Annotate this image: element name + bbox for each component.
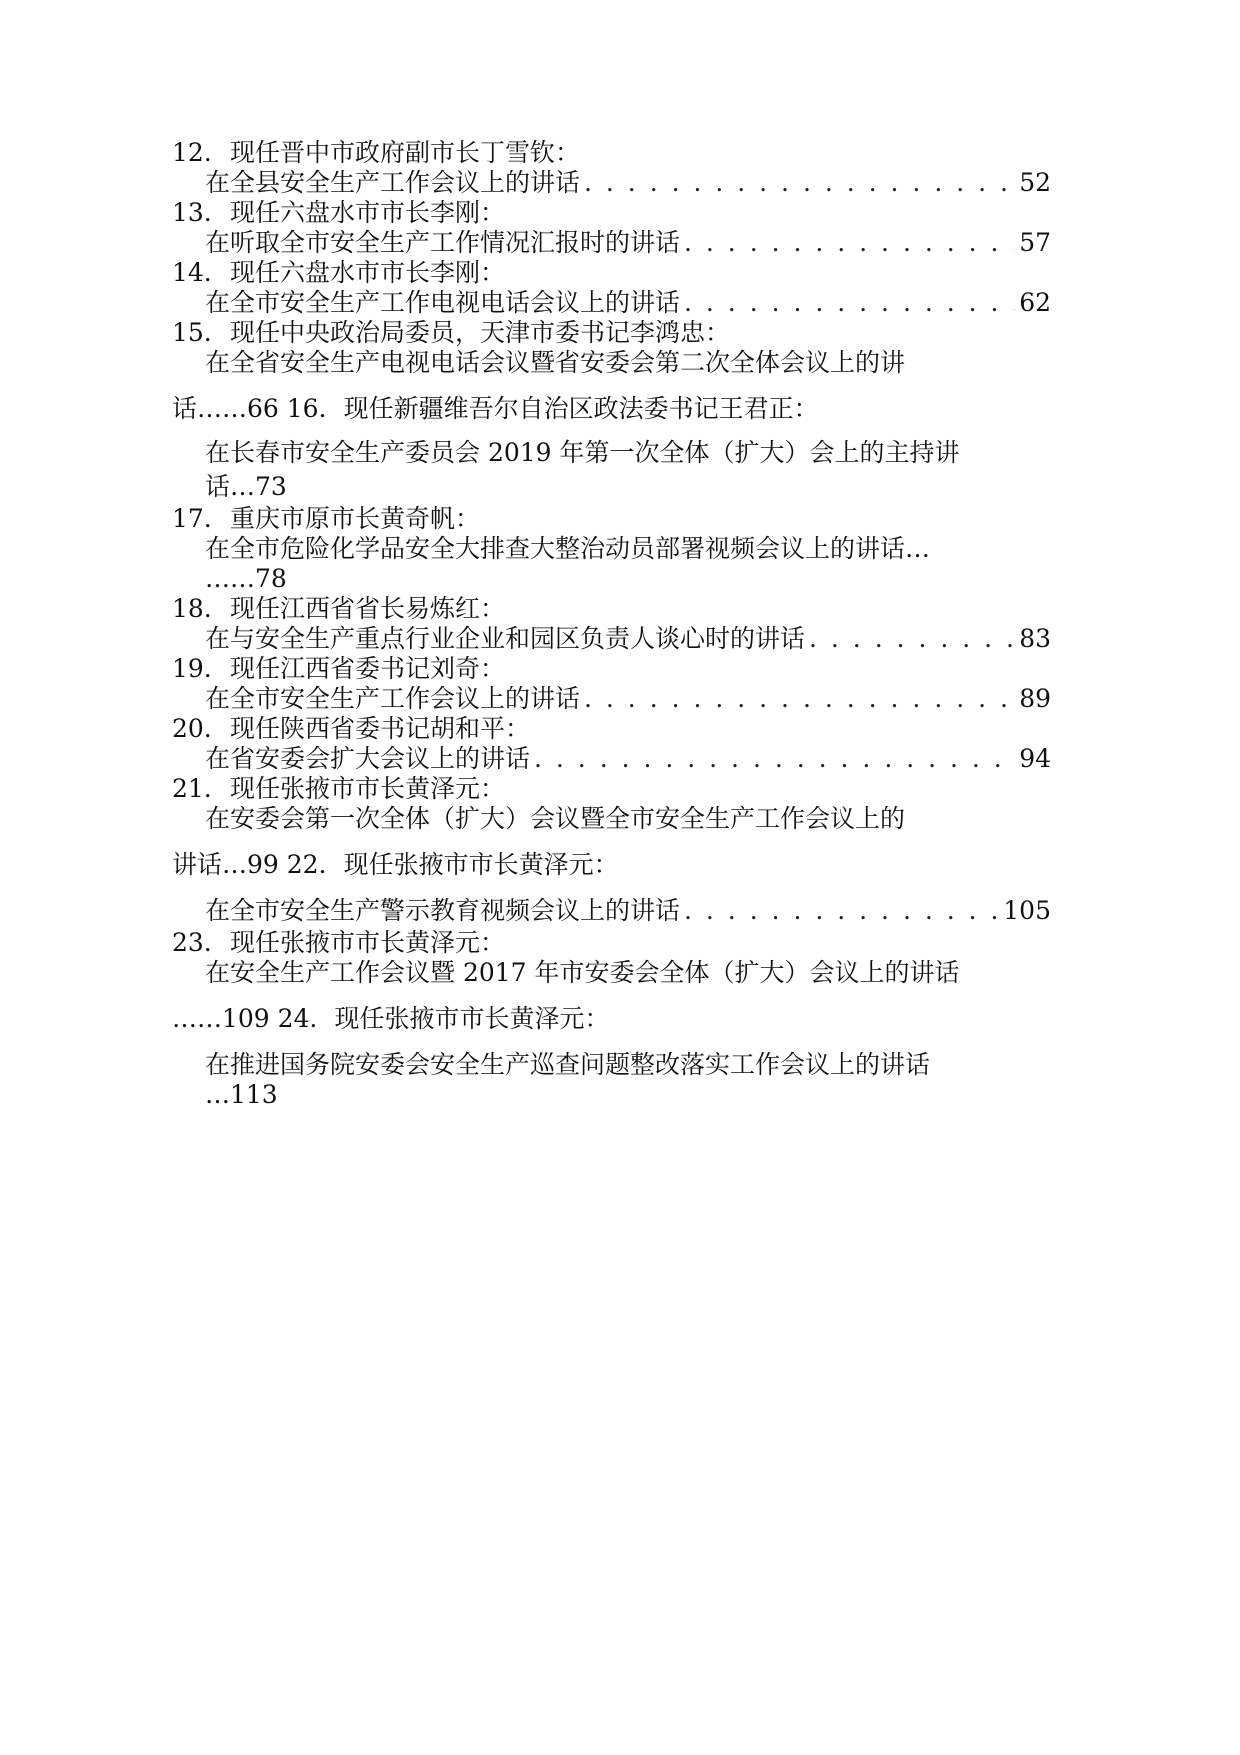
toc-entry-15-desc[interactable]	[205, 346, 905, 380]
entry-title: 现任江西省省长易炼红：	[230, 594, 506, 623]
toc-entry-23-24-flow[interactable]	[172, 1002, 609, 1036]
toc-entry-21-22-flow[interactable]	[172, 848, 619, 882]
toc-entry-21-desc[interactable]	[205, 802, 905, 836]
dot-leader	[584, 166, 1015, 200]
entry-number: 19.	[172, 654, 212, 683]
toc-entry-19-desc[interactable]	[205, 682, 1051, 716]
entry-number: 21.	[172, 774, 212, 803]
entry-title: 现任中央政治局委员，天津市委书记李鸿忠：	[230, 318, 731, 347]
entry-title: 现任六盘水市市长李刚：	[230, 258, 506, 287]
toc-entry-14-title	[172, 256, 505, 290]
entry-desc: 在安委会第一次全体（扩大）会议暨全市安全生产工作会议上的	[205, 804, 906, 833]
entry-number: 20.	[172, 714, 212, 743]
toc-entry-15-title	[172, 316, 730, 350]
entry-desc: 在全市危险化学品安全大排查大整治动员部署视频会议上的讲话…	[205, 534, 931, 563]
toc-entry-20-title	[172, 712, 530, 746]
page-number: 89	[1019, 684, 1051, 713]
entry-number: 17.	[172, 504, 212, 533]
entry-desc: 在全市安全生产警示教育视频会议上的讲话	[205, 896, 681, 925]
toc-entry-20-desc[interactable]	[205, 742, 1051, 776]
entry-desc: 在长春市安全生产委员会 2019 年第一次全体（扩大）会上的主持讲	[205, 438, 960, 467]
entry-title: 现任六盘水市市长李刚：	[230, 198, 506, 227]
entry-desc: 在全县安全生产工作会议上的讲话	[205, 168, 581, 197]
entry-number: 15.	[172, 318, 212, 347]
toc-entry-16-desc[interactable]	[205, 436, 960, 470]
entry-desc: 在省安委会扩大会议上的讲话	[205, 744, 531, 773]
toc-entry-18-title	[172, 592, 505, 626]
entry-desc-continuation: …113	[205, 1080, 278, 1109]
entry-desc: 在安全生产工作会议暨 2017 年市安委会全体（扩大）会议上的讲话	[205, 958, 960, 987]
toc-entry-24-cont	[205, 1078, 278, 1112]
dot-leader	[684, 226, 1015, 260]
entry-number: 14.	[172, 258, 212, 287]
entry-title: 现任陕西省委书记胡和平：	[230, 714, 531, 743]
entry-number: 12.	[172, 138, 212, 167]
page-number: 94	[1019, 744, 1051, 773]
entry-desc: 在全市安全生产工作电视电话会议上的讲话	[205, 288, 681, 317]
toc-entry-23-title	[172, 926, 505, 960]
entry-desc: 在全省安全生产电视电话会议暨省安委会第二次全体会议上的讲	[205, 348, 906, 377]
entry-title: 现任张掖市市长黄泽元：	[230, 928, 506, 957]
toc-entry-17-title	[172, 502, 480, 536]
entry-desc-continuation: ……78	[205, 564, 287, 593]
dot-leader	[684, 894, 999, 928]
page-number: 62	[1019, 288, 1051, 317]
toc-entry-17-desc[interactable]	[205, 532, 930, 566]
toc-entry-18-desc[interactable]	[205, 622, 1051, 656]
toc-entry-19-title	[172, 652, 505, 686]
entry-desc: 在与安全生产重点行业企业和园区负责人谈心时的讲话	[205, 624, 806, 653]
dot-leader	[684, 286, 1015, 320]
entry-desc: 在全市安全生产工作会议上的讲话	[205, 684, 581, 713]
toc-entry-12-title	[172, 136, 580, 170]
toc-entry-15-16-flow[interactable]	[172, 392, 819, 426]
page-number: 105	[1003, 896, 1051, 925]
entry-desc: 在听取全市安全生产工作情况汇报时的讲话	[205, 228, 681, 257]
toc-entry-13-title	[172, 196, 505, 230]
entry-number: 23.	[172, 928, 212, 957]
entry-title: 现任江西省委书记刘奇：	[230, 654, 506, 683]
entry-title: 现任晋中市政府副市长丁雪钦：	[230, 138, 581, 167]
toc-entry-14-desc[interactable]	[205, 286, 1051, 320]
page-number: 57	[1019, 228, 1051, 257]
entry-desc-continuation: 话…73	[205, 472, 287, 501]
entry-number: 18.	[172, 594, 212, 623]
entry-title: 重庆市原市长黄奇帆：	[230, 504, 481, 533]
entry-desc: 在推进国务院安委会安全生产巡查问题整改落实工作会议上的讲话	[205, 1050, 931, 1079]
toc-entry-23-desc[interactable]	[205, 956, 960, 990]
toc-entry-16-cont	[205, 470, 287, 504]
toc-entry-22-desc[interactable]	[205, 894, 1051, 928]
page-number: 83	[1019, 624, 1051, 653]
toc-entry-17-cont	[205, 562, 287, 596]
dot-leader	[534, 742, 1015, 776]
flow-text: 讲话…99 22．现任张掖市市长黄泽元：	[172, 850, 619, 879]
toc-entry-13-desc[interactable]	[205, 226, 1051, 260]
toc-entry-12-desc[interactable]	[205, 166, 1051, 200]
toc-entry-24-desc[interactable]	[205, 1048, 930, 1082]
flow-text: ……109 24．现任张掖市市长黄泽元：	[172, 1004, 610, 1033]
dot-leader	[809, 622, 1015, 656]
toc-entry-21-title	[172, 772, 505, 806]
entry-title: 现任张掖市市长黄泽元：	[230, 774, 506, 803]
flow-text: 话……66 16．现任新疆维吾尔自治区政法委书记王君正：	[172, 394, 819, 423]
page-number: 52	[1019, 168, 1051, 197]
dot-leader	[584, 682, 1015, 716]
entry-number: 13.	[172, 198, 212, 227]
